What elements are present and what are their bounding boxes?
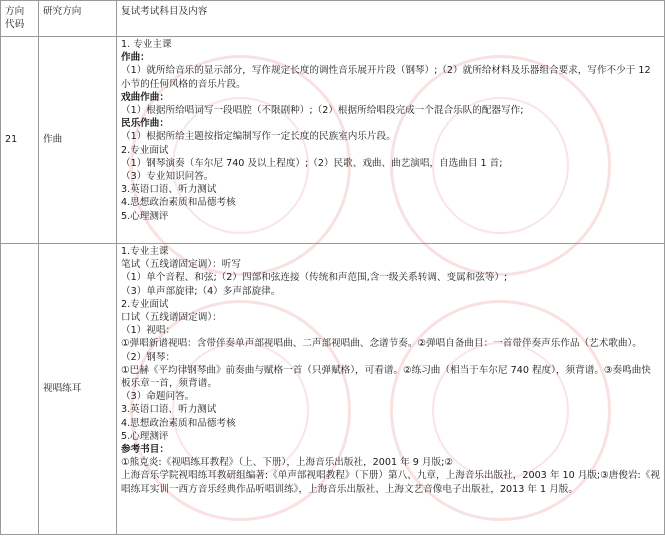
header-direction: 研究方向 (39, 1, 117, 37)
content-line: （1）根据所给主题按指定编制写作一定长度的民族室内乐片段。 (121, 131, 396, 143)
content-line: 2.专业面试 (121, 144, 169, 156)
header-code (1, 1, 39, 37)
header-content: 复试考试科目及内容 (117, 1, 665, 37)
row-code: 21 (1, 37, 39, 244)
content-line: 口试（五线谱固定调）： (121, 312, 222, 324)
content-line: 参考书目： (121, 444, 169, 456)
row-direction: 视唱练耳 (39, 244, 117, 535)
content-line: ①弹唱新谱视唱：含带伴奏单声部视唱曲、二声部视唱曲、念谱节奏。②弹唱自备曲目：一首带伴奏声乐作品（艺术歌曲）。 (121, 338, 642, 350)
content-line: （3）专业知识问答。 (121, 171, 214, 183)
content-line: 4.思想政治素质和品德考核 (121, 417, 236, 429)
content-line: 5.心理测评 (121, 210, 169, 222)
content-line: （2）钢琴： (121, 351, 176, 363)
content-line: （3）命题问答。 (121, 391, 195, 403)
content-line: 1.专业主课 (121, 246, 169, 257)
header-code-line2: 代码 (5, 19, 25, 31)
header-code-line1: 方向 (5, 6, 25, 17)
content-line: （1）单个音程、和弦;（2）四部和弦连接（传统和声范围,含一级关系转调、变属和弦等）; (121, 272, 508, 284)
content-line: 3.英语口语、听力测试 (121, 184, 217, 196)
content-line: 3.英语口语、听力测试 (121, 404, 217, 416)
row-direction: 作曲 (39, 37, 117, 244)
content-line: 上海音乐学院视唱练耳教研组编著:《单声部视唱教程》（下册）第八、九章，上海音乐出版社，2003 年 10 月版;③唐俊岩:《视唱练耳实训一西方音乐经典作品听唱训练》，上海音乐出版社、上海文艺音像电子出版社，2013 年 1 月版。 (121, 470, 660, 495)
content-line: 作曲： (121, 52, 150, 64)
content-line: （1）就所给音乐的显示部分，写作规定长度的调性音乐展开片段（钢琴）;（2）就所给材料及乐器组合要求，写作不少于 12 小节的任何风格的音乐片段。 (121, 65, 651, 90)
row-content (117, 37, 665, 244)
content-line: （3）单声部旋律;（4）多声部旋律。 (121, 285, 281, 297)
content-line: ①巴赫《平均律钢琴曲》前奏曲与赋格一首（只弹赋格），可看谱。②练习曲（相当于车尔尼 740 程度），须背谱。③奏鸣曲快板乐章一首，须背谱。 (121, 364, 651, 390)
content-line: （1）钢琴演奏（车尔尼 740 及以上程度）;（2）民歌、戏曲、曲艺演唱，自选曲目 1 首; (121, 157, 503, 169)
content-line: 1. 专业主课 (121, 39, 172, 50)
content-line: 戏曲作曲： (121, 91, 169, 103)
row-content (117, 244, 665, 535)
table-header-row (1, 1, 665, 37)
content-line: 民乐作曲： (121, 118, 169, 130)
content-line: （1）视唱： (121, 325, 176, 337)
table-row (1, 37, 665, 244)
content-line: 4.思想政治素质和品德考核 (121, 197, 236, 209)
content-line: 笔试（五线谱固定调）：听写 (121, 259, 241, 271)
content-line: 2.专业面试 (121, 298, 169, 310)
row-code (1, 244, 39, 535)
content-line: 5.心理测评 (121, 430, 169, 442)
content-line: ①熊克炎:《视唱练耳教程》（上、下册），上海音乐出版社，2001 年 9 月版;② (121, 457, 453, 469)
table-row (1, 244, 665, 535)
content-line: （1）根据所给唱词写一段唱腔（不限剧种）;（2）根据所给唱段完成一个混合乐队的配器写作; (121, 105, 524, 117)
